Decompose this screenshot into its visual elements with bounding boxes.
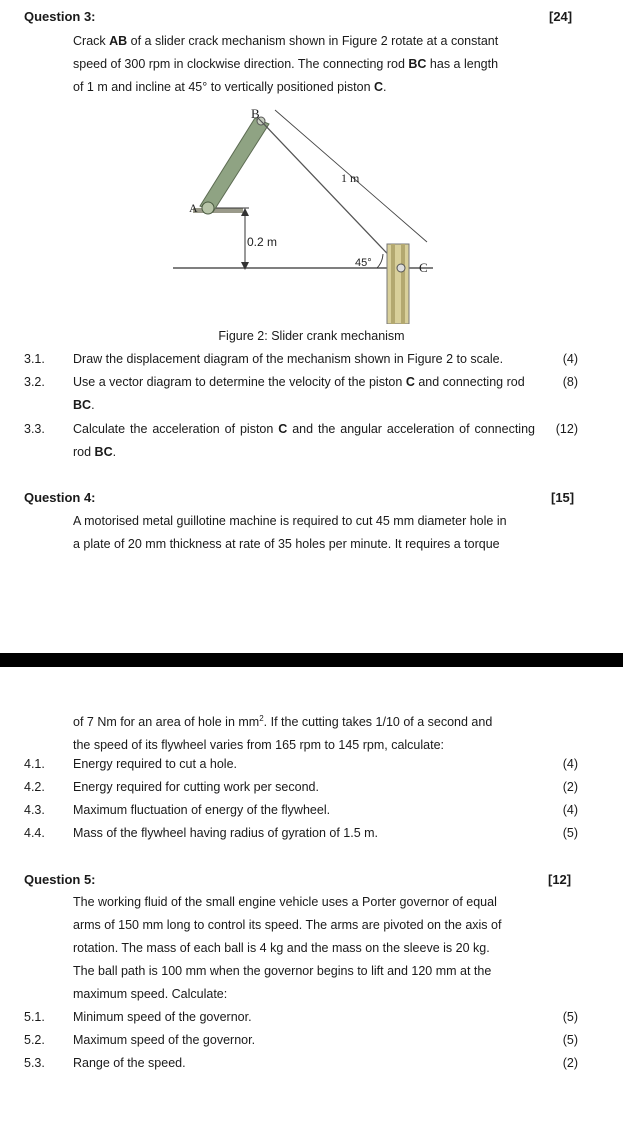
question-4-marks: [15] [551,490,575,505]
q5-line-3: rotation. The mass of each ball is 4 kg and the mass on the sleeve is 20 kg. [73,941,490,955]
item-number: 5.1. [24,1010,45,1024]
label-c: C [419,260,428,275]
item-text: Use a vector diagram to determine the velocity of the piston C and connecting rod BC. [73,375,525,412]
item-marks: (4) [562,757,578,771]
question-item-5-1 [24,1006,580,1028]
item-marks: (4) [562,803,578,817]
connecting-rod-bc [257,117,405,272]
question-item-3-3 [24,418,580,464]
q4-line-2: a plate of 20 mm thickness at rate of 35 holes per minute. It requires a torque [73,537,500,551]
q4-line-3: of 7 Nm for an area of hole in $mm^2$. If the cutting takes 1/10 of a second and [73,714,493,730]
question-4-intro-bottom [73,707,537,757]
item-number: 3.3. [24,422,45,436]
item-text: Energy required to cut a hole. [73,757,237,771]
q4-line-1: A motorised metal guillotine machine is required to cut 45 mm diameter hole in [73,514,507,528]
question-item-5-2 [24,1029,580,1051]
q5-line-1: The working fluid of the small engine vehicle uses a Porter governor of equal [73,895,497,909]
label-1m: 1 m [341,171,360,185]
item-number: 4.4. [24,826,45,840]
q5-line-4: The ball path is 100 mm when the governor begins to lift and 120 mm at the [73,964,492,978]
label-a: A [189,201,198,215]
q5-line-5: maximum speed. Calculate: [73,987,228,1001]
intro-line-2: speed of 300 rpm in clockwise direction. The connecting rod BC has a length [73,57,499,71]
question-item-4-3 [24,799,580,821]
pivot-a [202,202,214,214]
piston-c [387,244,409,324]
pin-c [397,264,405,272]
question-4-intro-top [73,510,537,556]
label-45-deg: 45° [355,257,372,269]
item-number: 5.3. [24,1056,45,1070]
question-3-title: Question 3: [24,9,96,24]
ground-support [193,208,243,213]
item-marks: (2) [562,1056,578,1070]
item-number: 4.2. [24,780,45,794]
item-text: Maximum fluctuation of energy of the flywheel. [73,803,331,817]
item-text: Draw the displacement diagram of the mechanism shown in Figure 2 to scale. [73,352,504,366]
question-item-4-1 [24,753,580,775]
q4-line-4: the speed of its flywheel varies from 165 rpm to 145 rpm, calculate: [73,738,445,753]
page-separator-bar [0,653,623,667]
question-item-4-4 [24,822,580,844]
piston-guide-left [391,244,395,324]
question-item-3-1 [24,348,580,370]
item-marks: (2) [562,780,578,794]
figure-caption: Figure 2: Slider crank mechanism [218,329,405,343]
item-marks: (5) [562,1033,578,1047]
question-item-3-2 [24,371,580,417]
slider-crank-figure [165,104,455,324]
item-marks: (5) [562,1010,578,1024]
intro-line-3: of 1 m and incline at 45° to vertically positioned piston C. [73,80,387,94]
item-text: Mass of the flywheel having radius of gyration of 1.5 m. [73,826,379,840]
question-5-intro [73,891,537,1006]
question-3-intro [73,30,537,99]
item-marks: (4) [562,352,578,366]
q5-line-2: arms of 150 mm long to control its speed. The arms are pivoted on the axis of [73,918,502,932]
question-item-5-3 [24,1052,580,1074]
item-text: Minimum speed of the governor. [73,1010,252,1024]
item-number: 4.1. [24,757,45,771]
intro-line-1: Crack AB of a slider crack mechanism shown in Figure 2 rotate at a constant [73,34,499,48]
item-text: Calculate the acceleration of piston C and the angular acceleration of connecting rod BC. [73,422,535,459]
item-marks: (12) [555,422,578,436]
item-marks: (5) [562,826,578,840]
question-5-marks: [12] [548,872,572,887]
piston-guide-right [401,244,405,324]
item-text: Maximum speed of the governor. [73,1033,256,1047]
item-number: 4.3. [24,803,45,817]
question-item-4-2 [24,776,580,798]
item-number: 3.2. [24,375,45,389]
question-5-title: Question 5: [24,872,96,887]
label-0-2m: 0.2 m [247,235,278,249]
arrow-down [241,262,249,270]
question-3-marks: [24] [549,9,573,24]
item-number: 5.2. [24,1033,45,1047]
item-marks: (8) [562,375,578,389]
item-number: 3.1. [24,352,45,366]
question-4-title: Question 4: [24,490,96,505]
label-b: B [251,106,260,121]
angle-arc [377,254,383,268]
crank-ab [200,118,269,212]
item-text: Range of the speed. [73,1056,186,1070]
item-text: Energy required for cutting work per second. [73,780,319,794]
